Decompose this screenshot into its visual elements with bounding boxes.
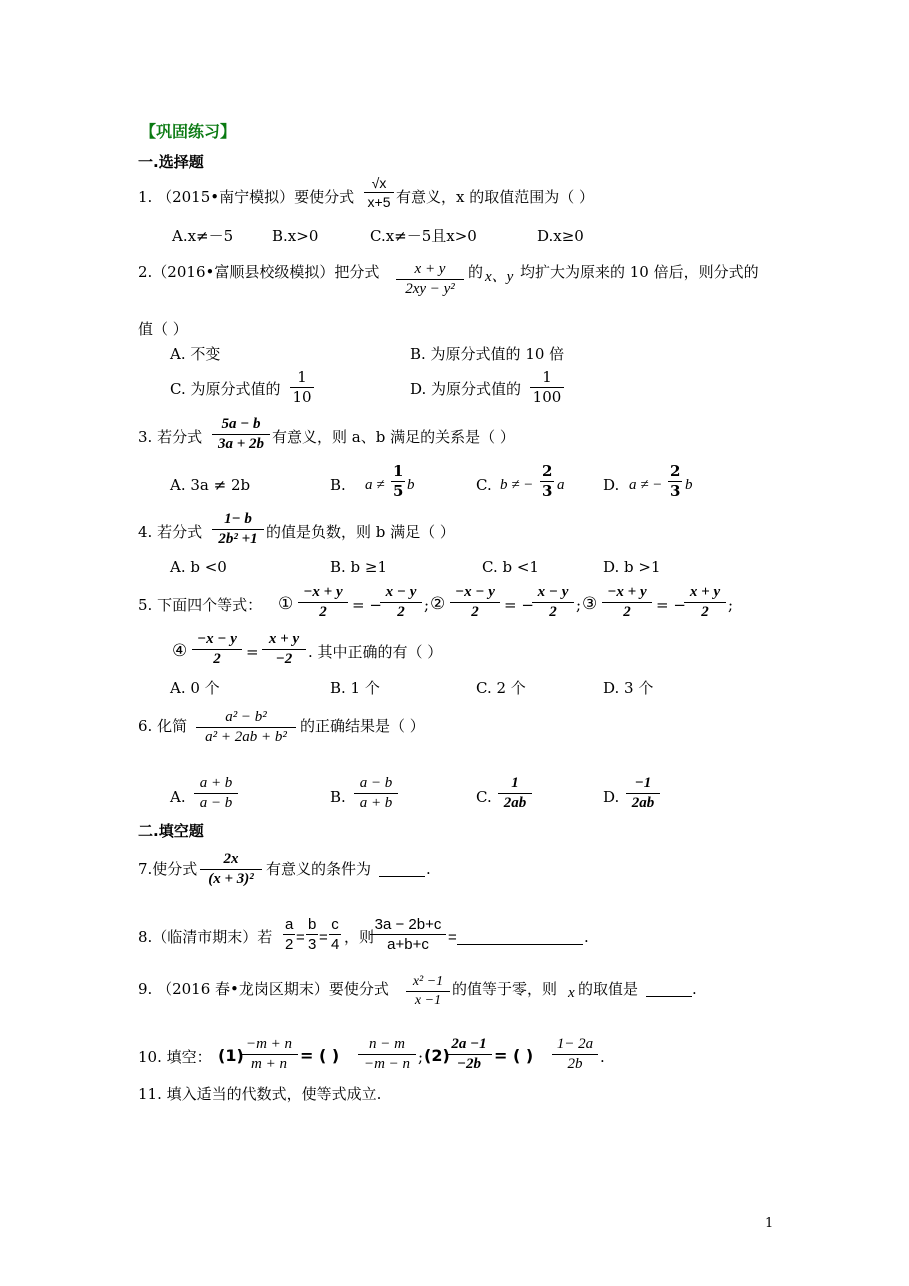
q1-option-d: D.x≥0 (537, 227, 584, 245)
numerator: 1 (393, 462, 404, 480)
q4-prefix: 4. 若分式 (138, 523, 203, 541)
q5-eq2-equals: = − (504, 596, 534, 614)
q5-eq4-suffix: . 其中正确的有（ ） (308, 643, 443, 661)
q10-fraction-2 (358, 1037, 416, 1072)
q2-numerator: x + y (414, 261, 446, 277)
numerator: 5a − b (221, 416, 261, 432)
numerator: 2 (542, 462, 553, 480)
q2-vars: x、y (485, 269, 514, 285)
q6-option-d-fraction (626, 776, 660, 811)
numerator: a − b (359, 775, 393, 791)
numerator: 2 (670, 462, 681, 480)
numerator: x − y (537, 584, 569, 600)
denominator: −m − n (363, 1056, 411, 1072)
q9-prefix: 9. （2016 春•龙岗区期末）要使分式 (138, 980, 389, 998)
q4-fraction (212, 512, 264, 547)
q5-eq3-marker: ③ (582, 594, 598, 614)
q2-fraction (396, 262, 464, 297)
q5-eq3-equals: = − (656, 596, 686, 614)
q10-end: . (600, 1048, 605, 1066)
q4-option-a: A. b <0 (170, 558, 227, 576)
q3-option-b-pre: a ≠ (365, 477, 385, 493)
numerator: x + y (268, 631, 300, 647)
q10-equals-1: = ( ) (300, 1046, 340, 1065)
numerator: −x − y (197, 631, 237, 647)
q2-denominator: 2xy − y² (405, 281, 455, 297)
q3-option-d-fraction (668, 464, 682, 499)
q6-prefix: 6. 化简 (138, 717, 188, 735)
denominator: 2b (567, 1056, 583, 1072)
denominator: −2 (275, 651, 293, 667)
q5-eq2-left-fraction (450, 585, 500, 620)
q6-option-b-label: B. (330, 788, 346, 806)
q4-option-c: C. b <1 (482, 558, 539, 576)
q3-option-c-fraction (540, 464, 554, 499)
q11-text: 11. 填入适当的代数式，使等式成立. (138, 1085, 382, 1103)
denominator: 2ab (503, 795, 527, 811)
numerator: −x − y (455, 584, 495, 600)
q10-fraction-1 (240, 1037, 298, 1072)
q5-eq2-right-fraction (532, 585, 574, 620)
q1-option-a: A.x≠－5 (172, 227, 234, 245)
q1-prefix: 1. （2015•南宁模拟）要使分式 (138, 188, 355, 206)
denominator: a − b (199, 795, 233, 811)
q2-option-c: C. 为原分式值的 (170, 380, 281, 398)
q4-option-d: D. b >1 (603, 558, 661, 576)
denominator: 3a + 2b (217, 436, 265, 452)
q6-option-a-fraction (194, 776, 238, 811)
q2-line2: 值（ ） (138, 320, 188, 338)
q5-eq1-right-fraction (380, 585, 422, 620)
denominator: 2 (549, 604, 557, 620)
denominator: 2 (701, 604, 709, 620)
numerator: c (331, 916, 339, 933)
q5-prefix: 5. 下面四个等式： (138, 596, 263, 614)
numerator: 3a − 2b+c (374, 916, 442, 933)
q5-eq3-left-fraction (602, 585, 652, 620)
q8-fraction-c (329, 917, 341, 952)
denominator: 100 (532, 388, 562, 406)
numerator: x − y (385, 584, 417, 600)
q5-eq3-right-fraction (684, 585, 726, 620)
q6-option-b-fraction (354, 776, 398, 811)
q10-part2-label: (2) (424, 1046, 450, 1065)
denominator: 10 (292, 388, 312, 406)
q10-equals-2: = ( ) (494, 1046, 534, 1065)
q3-option-d-pre: a ≠ − (629, 477, 663, 493)
q10-prefix: 10. 填空： (138, 1048, 212, 1066)
q5-eq4-left-fraction (192, 632, 242, 667)
q2-option-b: B. 为原分式值的 10 倍 (410, 345, 565, 363)
numerator: a + b (199, 775, 233, 791)
denominator: 2 (319, 604, 327, 620)
q3-prefix: 3. 若分式 (138, 428, 203, 446)
numerator: −x + y (607, 584, 647, 600)
q10-fraction-4 (552, 1037, 598, 1072)
denominator: x −1 (414, 993, 442, 1008)
numerator: 1 (511, 775, 519, 791)
q6-fraction (196, 710, 296, 745)
q1-suffix: 有意义，x 的取值范围为（ ） (396, 188, 594, 206)
q4-option-b: B. b ≥1 (330, 558, 388, 576)
numerator: −m + n (245, 1036, 293, 1052)
q2-option-d: D. 为原分式值的 (410, 380, 522, 398)
numerator: 1− b (224, 511, 252, 527)
q2-mid: 的 (468, 263, 484, 281)
q7-end: . (426, 860, 431, 878)
numerator: 1 (297, 368, 307, 386)
numerator: x² −1 (412, 974, 444, 989)
q5-option-a: A. 0 个 (170, 679, 220, 697)
q3-option-d-label: D. (603, 476, 620, 494)
numerator: −1 (634, 775, 652, 791)
q9-fraction (406, 975, 450, 1008)
q5-eq4-marker: ④ (172, 641, 188, 661)
part2-title: 二.填空题 (138, 822, 204, 840)
q8-fraction-b (306, 917, 318, 952)
section-header: 【巩固练习】 (140, 122, 237, 141)
q10-part1-label: (1) (218, 1046, 244, 1065)
numerator: 2x (223, 851, 239, 867)
numerator: 1 (542, 368, 552, 386)
q5-option-c: C. 2 个 (476, 679, 526, 697)
page-number: 1 (765, 1216, 774, 1231)
q1-numerator: √x (371, 175, 387, 191)
q5-eq4-right-fraction (262, 632, 306, 667)
q5-eq1-left-fraction (298, 585, 348, 620)
q2-prefix: 2.（2016•富顺县校级模拟）把分式 (138, 263, 380, 281)
denominator: 2ab (631, 795, 655, 811)
q8-mid: ，则 (344, 928, 375, 946)
q5-eq2-marker: ② (430, 594, 446, 614)
q7-answer-blank[interactable] (379, 862, 425, 880)
denominator: a² + 2ab + b² (205, 729, 287, 745)
q5-option-b: B. 1 个 (330, 679, 380, 697)
q6-option-a-label: A. (170, 788, 186, 806)
q3-option-b-label: B. (330, 476, 346, 494)
q8-end: . (584, 928, 589, 946)
q3-option-a: A. 3a ≠ 2b (170, 476, 251, 494)
q1-fraction (364, 176, 394, 209)
denominator: 2b² +1 (218, 531, 258, 547)
numerator: a² − b² (225, 709, 267, 725)
denominator: 4 (331, 936, 340, 953)
denominator: m + n (251, 1056, 287, 1072)
denominator: 3 (670, 482, 681, 500)
q3-option-c-label: C. (476, 476, 492, 494)
numerator: 2a −1 (451, 1036, 487, 1052)
denominator: −2b (456, 1056, 482, 1072)
q6-suffix: 的正确结果是（ ） (300, 717, 425, 735)
q4-suffix: 的值是负数，则 b 满足（ ） (266, 523, 455, 541)
q5-eq4-equals: = (246, 643, 259, 661)
q3-option-c-post: a (557, 477, 565, 493)
part1-title: 一.选择题 (138, 153, 204, 171)
q7-fraction (200, 852, 262, 887)
q3-option-b-fraction (391, 464, 405, 499)
q9-var: x (568, 985, 575, 1001)
numerator: x + y (689, 584, 721, 600)
q6-option-d-label: D. (603, 788, 620, 806)
q5-eq1-equals: = − (352, 596, 382, 614)
q3-option-b-post: b (407, 477, 415, 493)
denominator: 5 (393, 482, 404, 500)
q3-fraction (212, 417, 270, 452)
q8-fraction-a (283, 917, 295, 952)
q8-equals-2: = (319, 929, 328, 946)
q3-option-d-post: b (685, 477, 693, 493)
q5-eq3-sep: ; (728, 596, 734, 614)
q8-prefix: 8.（临清市期末）若 (138, 928, 273, 946)
denominator: a + b (359, 795, 393, 811)
numerator: −x + y (303, 584, 343, 600)
q9-mid: 的值等于零，则 (452, 980, 558, 998)
numerator: 1− 2a (556, 1036, 594, 1052)
q2-option-a: A. 不变 (170, 345, 221, 363)
q2-suffix: 均扩大为原来的 10 倍后，则分式的 (520, 263, 759, 281)
q2-option-c-fraction (290, 370, 314, 405)
q7-suffix: 有意义的条件为 (266, 860, 372, 878)
numerator: b (308, 916, 317, 933)
q6-option-c-fraction (498, 776, 532, 811)
q7-prefix: 7.使分式 (138, 860, 198, 878)
q9-answer-blank[interactable] (646, 982, 692, 1000)
denominator: 2 (397, 604, 405, 620)
q5-eq1-sep: ; (424, 596, 430, 614)
q1-option-b: B.x>0 (272, 227, 319, 245)
denominator: 2 (623, 604, 631, 620)
denominator: 2 (471, 604, 479, 620)
q9-suffix: 的取值是 (578, 980, 639, 998)
q8-equals-1: = (296, 929, 305, 946)
denominator: 2 (285, 936, 294, 953)
q3-option-c-pre: b ≠ − (500, 477, 534, 493)
q5-eq2-sep: ; (576, 596, 582, 614)
q1-option-c: C.x≠－5且x>0 (370, 227, 477, 245)
denominator: a+b+c (387, 936, 429, 953)
denominator: 3 (308, 936, 317, 953)
q9-end: . (692, 980, 697, 998)
numerator: n − m (369, 1036, 405, 1052)
q1-denominator: x+5 (367, 194, 391, 210)
q8-fraction-expr (370, 917, 446, 952)
denominator: 2 (213, 651, 221, 667)
q5-option-d: D. 3 个 (603, 679, 654, 697)
q10-fraction-3 (446, 1037, 492, 1072)
q5-eq1-marker: ① (278, 594, 294, 614)
q8-equals-3: = (448, 929, 457, 946)
denominator: (x + 3)² (208, 871, 254, 887)
q3-suffix: 有意义，则 a、b 满足的关系是（ ） (272, 428, 515, 446)
q8-answer-blank[interactable] (457, 930, 583, 948)
denominator: 3 (542, 482, 553, 500)
q10-sep: ; (418, 1048, 424, 1066)
numerator: a (285, 916, 294, 933)
q2-option-d-fraction (530, 370, 564, 405)
q6-option-c-label: C. (476, 788, 492, 806)
